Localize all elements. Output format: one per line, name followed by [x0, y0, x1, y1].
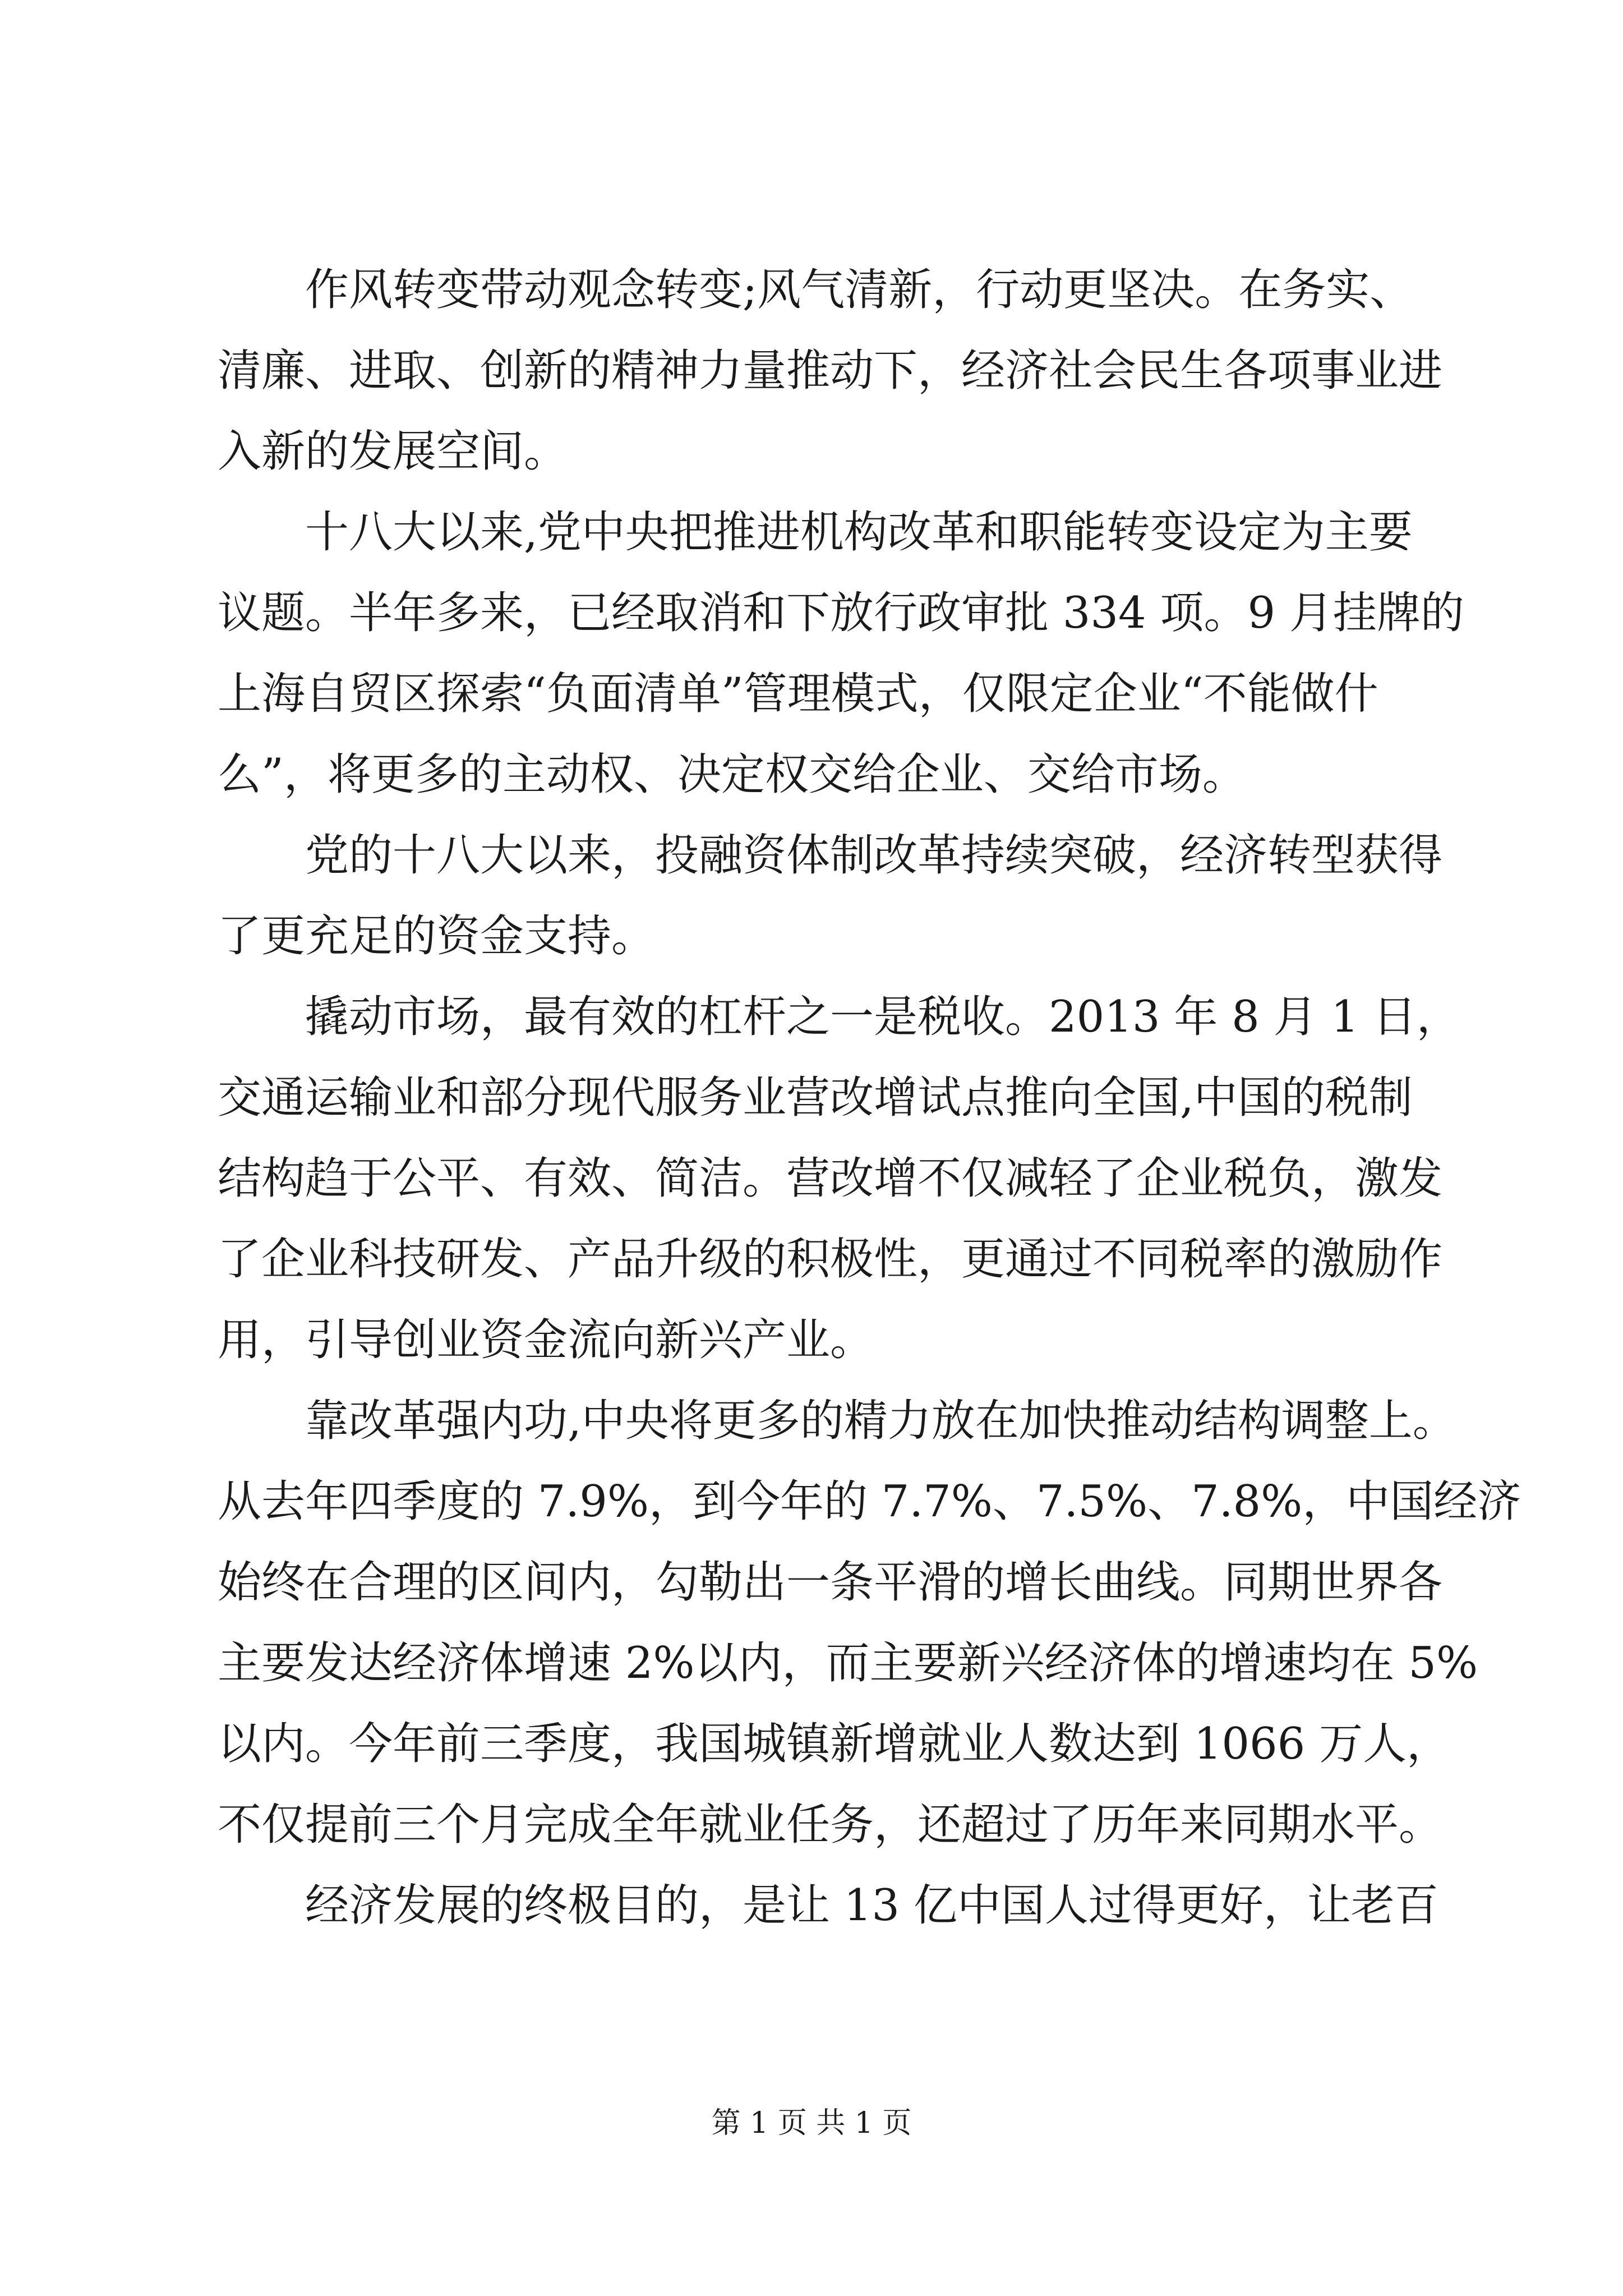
- text-line: 十八大以来,党中央把推进机构改革和职能转变设定为主要: [305, 507, 1413, 558]
- text-line: 党的十八大以来，投融资体制改革持续突破，经济转型获得: [305, 830, 1443, 881]
- text-line: 上海自贸区探索“负面清单”管理模式，仅限定企业“不能做什: [218, 669, 1378, 719]
- text-line: 了企业科技研发、产品升级的积极性，更通过不同税率的激励作: [218, 1234, 1443, 1285]
- text-line: 了更充足的资金支持。: [218, 911, 656, 961]
- text-line: 作风转变带动观念转变;风气清新，行动更坚决。在务实、: [305, 265, 1414, 315]
- text-line: 么”，将更多的主动权、决定权交给企业、交给市场。: [218, 749, 1246, 800]
- text-line: 以内。今年前三季度，我国城镇新增就业人数达到 1066 万人，: [218, 1719, 1451, 1769]
- text-line: 主要发达经济体增速 2%以内，而主要新兴经济体的增速均在 5%: [218, 1638, 1478, 1688]
- text-line: 入新的发展空间。: [218, 426, 568, 477]
- document-body: [218, 250, 1521, 1946]
- text-line: 议题。半年多来，已经取消和下放行政审批 334 项。9 月挂牌的: [218, 588, 1464, 638]
- text-line: 清廉、进取、创新的精神力量推动下，经济社会民生各项事业进: [218, 346, 1443, 396]
- text-line: 撬动市场，最有效的杠杆之一是税收。2013 年 8 月 1 日，: [305, 992, 1460, 1042]
- text-line: 交通运输业和部分现代服务业营改增试点推向全国,中国的税制: [218, 1073, 1413, 1123]
- text-line: 始终在合理的区间内，勾勒出一条平滑的增长曲线。同期世界各: [218, 1557, 1443, 1608]
- text-line: 用，引导创业资金流向新兴产业。: [218, 1315, 874, 1365]
- text-line: 经济发展的终极目的，是让 13 亿中国人过得更好，让老百: [305, 1880, 1438, 1931]
- page-footer: 第 1 页 共 1 页: [711, 2106, 912, 2140]
- text-line: 结构趋于公平、有效、简洁。营改增不仅减轻了企业税负，激发: [218, 1153, 1443, 1204]
- text-line: 不仅提前三个月完成全年就业任务，还超过了历年来同期水平。: [218, 1800, 1443, 1850]
- text-line: 靠改革强内功,中央将更多的精力放在加快推动结构调整上。: [305, 1396, 1456, 1446]
- text-line: 从去年四季度的 7.9%，到今年的 7.7%、7.5%、7.8%，中国经济: [218, 1476, 1521, 1527]
